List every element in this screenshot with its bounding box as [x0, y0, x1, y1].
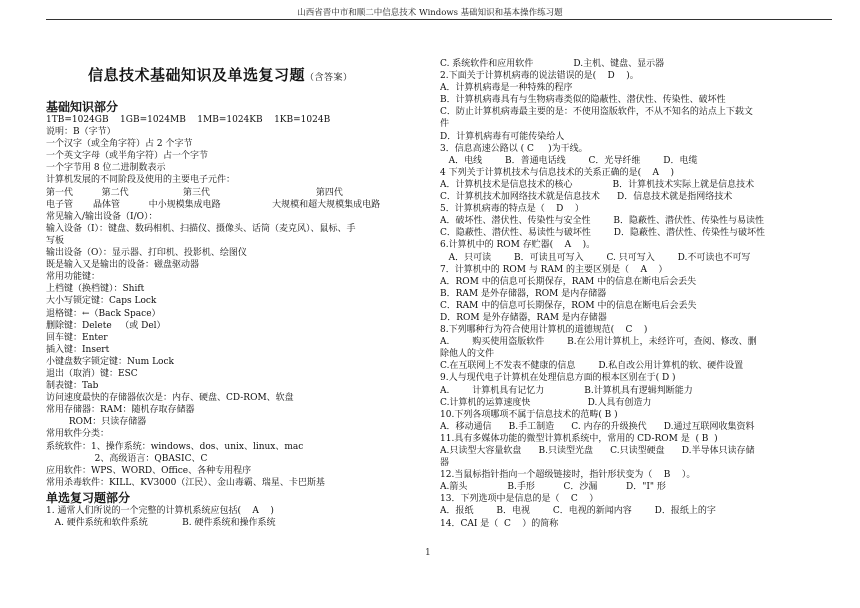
text-line: 制表键：Tab — [46, 381, 99, 392]
header-rule — [46, 19, 832, 20]
text-line: 说明：B（字节） — [46, 127, 116, 138]
text-line: 退出（取消）键：ESC — [46, 368, 138, 379]
text-line: 既是输入又是输出的设备：磁盘驱动器 — [46, 260, 200, 271]
text-line: 删除键：Delete （或 Del） — [46, 320, 166, 331]
question-line: A．计算机病毒是一种特殊的程序 — [440, 83, 573, 94]
question-line: 8.下列哪种行为符合使用计算机的道德规范( C ) — [440, 325, 648, 336]
question-line: 2.下面关于计算机病毒的说法错误的是( D )。 — [440, 71, 639, 82]
section-quiz-heading: 单选复习题部分 — [46, 490, 131, 505]
text-line: 电子管 晶体管 中小规模集成电路 大规模和超大规模集成电路 — [46, 199, 381, 210]
question-line: A．只可读 B．可读且可写入 C. 只可写入 D.不可读也不可写 — [440, 252, 751, 263]
text-line: 系统软件：1、操作系统：windows、dos、unix、linux、mac — [46, 441, 304, 452]
text-line: 一个字节用 8 位二进制数表示 — [46, 163, 166, 174]
question-line: A．电线 B．普通电话线 C．光导纤维 D．电缆 — [440, 155, 698, 166]
text-line: 小键盘数字锁定键：Num Lock — [46, 356, 174, 367]
text-line: 常用杀毒软件：KILL、KV3000（江民）、金山毒霸、瑞星、卡巴斯基 — [46, 477, 325, 488]
question-line: D．ROM 是外存储器，RAM 是内存储器 — [440, 312, 607, 323]
question-line: C.在互联网上不发表不健康的信息 D.私自改公用计算机的软、硬件设置 — [440, 361, 744, 372]
text-line: 访问速度最快的存储器依次是：内存、硬盘、CD-ROM、软盘 — [46, 393, 294, 404]
text-line: 常用功能键： — [46, 272, 101, 283]
question-line: 13．下列选项中是信息的是（ C ） — [440, 494, 599, 505]
text-line: 上档键（换档键）：Shift — [46, 284, 145, 295]
question-line: A. 购买使用盗版软件 B.在公用计算机上，未经许可，查阅、修改、删 — [440, 337, 757, 348]
page-header: 山西省晋中市和顺二中信息技术 Windows 基础知识和基本操作练习题 — [297, 8, 563, 18]
text-line: 第一代 第二代 第三代 第四代 — [46, 187, 343, 198]
question-line: C．计算机技术加网络技术就是信息技术 D．信息技术就是指网络技术 — [440, 192, 733, 203]
question-line: C. 系统软件和应用软件 D.主机、键盘、显示器 — [440, 59, 665, 69]
quiz-lines-left — [46, 505, 436, 529]
section-basics-heading: 基础知识部分 — [46, 100, 119, 114]
left-column — [46, 58, 436, 529]
text-line: 插入键：Insert — [46, 344, 110, 355]
question-line: 器 — [440, 458, 450, 469]
question-line: A．ROM 中的信息可长期保存，RAM 中的信息在断电后会丢失 — [440, 276, 697, 287]
question-line: A.只读型大容量软盘 B.只读型光盘 C.只读型硬盘 D.半导体只读存储 — [440, 446, 755, 456]
text-line: 常用存储器：RAM：随机存取存储器 — [46, 405, 195, 416]
text-line: 写板 — [46, 235, 65, 246]
question-line: 10.下列各项哪项不属于信息技术的范畴( B ) — [440, 409, 618, 420]
title-spacer — [46, 58, 436, 98]
question-line: C．RAM 中的信息可长期保存，ROM 中的信息在断电后会丢失 — [440, 300, 697, 311]
question-line: 11.具有多媒体功能的微型计算机系统中，常用的 CD-ROM 是 ( B ) — [440, 433, 718, 444]
question-line: 1. 通常人们所说的一个完整的计算机系统应包括( A ) — [46, 505, 274, 516]
question-line: 5．计算机病毒的特点是（ D ） — [440, 204, 584, 215]
text-line: ROM：只读存储器 — [46, 417, 147, 428]
text-line: 输出设备（O）：显示器、打印机、投影机、绘图仪 — [46, 248, 247, 259]
text-line: 退格键：←（Back Space） — [46, 308, 161, 319]
question-line: A．计算机技术是信息技术的核心 B．计算机技术实际上就是信息技术 — [440, 179, 755, 190]
question-line: 4 下列关于计算机技术与信息技术的关系正确的是( A ) — [440, 167, 674, 178]
question-line: 12.当鼠标指针指向一个超级链接时，指针形状变为（ B ）。 — [440, 470, 696, 481]
quiz-lines-right — [440, 58, 842, 530]
title-text: 信息技术基础知识及单选复习题 — [88, 66, 306, 84]
question-line: 件 — [440, 119, 450, 130]
question-line: B．计算机病毒具有与生物病毒类似的隐蔽性、潜伏性、传染性、破坏性 — [440, 95, 726, 106]
question-line: A．破坏性、潜伏性、传染性与安全性 B．隐蔽性、潜伏性、传染性与易读性 — [440, 216, 765, 227]
text-line: 一个汉字（或全角字符）占 2 个字节 — [46, 139, 193, 150]
text-line: 输入设备（I）：键盘、数码相机、扫描仪、摄像头、话筒（麦克风）、鼠标、手 — [46, 223, 356, 234]
question-line: A．报纸 B．电视 C．电视的新闻内容 D．报纸上的字 — [440, 506, 716, 517]
basics-lines — [46, 114, 436, 489]
text-line: 2、高级语言：QBASIC、C — [46, 453, 208, 464]
question-line: 3．信息高速公路以 ( C )为干线。 — [440, 143, 588, 154]
text-line: 一个英文字母（或半角字符）占一个字节 — [46, 151, 209, 162]
question-line: A．移动通信 B.手工制造 C. 内存的升级换代 D.通过互联网收集资料 — [440, 421, 755, 432]
text-line: 常用软件分类： — [46, 429, 110, 440]
question-line: D．计算机病毒有可能传染给人 — [440, 131, 565, 142]
question-line: B．RAM 是外存储器，ROM 是内存储器 — [440, 288, 607, 299]
question-line: 14．CAI 是（ C ）的简称 — [440, 518, 559, 529]
text-line: 1TB=1024GB 1GB=1024MB 1MB=1024KB 1KB=1024B — [46, 115, 331, 125]
question-line: C.计算机的运算速度快 D.人具有创造力 — [440, 397, 652, 408]
question-line: C．隐蔽性、潜伏性、易读性与破坏性 D．隐蔽性、潜伏性、传染性与破坏性 — [440, 228, 765, 239]
question-line: 除他人的文件 — [440, 349, 495, 360]
question-line: A. 硬件系统和软件系统 B. 硬件系统和操作系统 — [46, 518, 276, 528]
question-line: A. 计算机具有记忆力 B.计算机具有逻辑判断能力 — [440, 385, 693, 396]
text-line: 计算机发展的不同阶段及使用的主要电子元件： — [46, 175, 236, 186]
right-column — [440, 58, 842, 530]
text-line: 回车键：Enter — [46, 332, 108, 343]
text-line: 应用软件：WPS、WORD、Office、各种专用程序 — [46, 465, 252, 476]
question-line: 6.计算机中的 ROM 存贮器( A )。 — [440, 240, 596, 251]
question-line: 9.人与现代电子计算机在处理信息方面的根本区别在于( D ) — [440, 373, 676, 384]
question-line: A.箭头 B.手形 C．沙漏 D．"Ⅰ" 形 — [440, 482, 666, 493]
question-line: C．防止计算机病毒最主要的是：不使用盗版软件，不从不知名的站点上下载文 — [440, 107, 753, 118]
text-line: 常见输入/输出设备（I/O）： — [46, 211, 158, 222]
text-line: 大小写锁定键：Caps Lock — [46, 296, 157, 307]
question-line: 7．计算机中的 ROM 与 RAM 的主要区别是（ A ） — [440, 264, 668, 275]
page-number: 1 — [425, 548, 431, 558]
title-note: （含答案） — [305, 73, 353, 83]
